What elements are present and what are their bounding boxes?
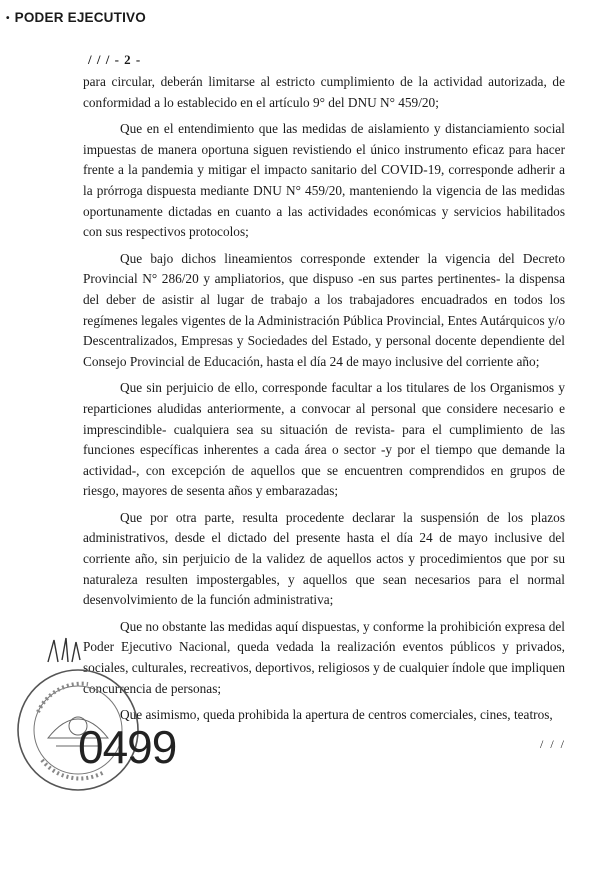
document-body <box>83 72 565 732</box>
paragraph-2: Que en el entendimiento que las medidas de aislamiento y distanciamiento social impuestas de manera oportuna siguen revistiendo el único instrumento eficaz para hacer frente a la pandemia y mitigar el impacto sanitario del COVID-19, corresponde adherir a la prórroga dispuesta mediante DNU N° 459/20, manteniendo la vigencia de las medidas oportunamente dictadas en cuanto a las actividades económicas y servicios habilitados con sus respectivos protocolos; <box>83 121 565 240</box>
signature-icon <box>40 632 120 672</box>
paragraph-1: para circular, deberán limitarse al estricto cumplimiento de la actividad autorizada, de conformidad a lo establecido en el artículo 9° del DNU N° 459/20; <box>83 74 565 110</box>
document-header <box>6 10 146 25</box>
header-title: PODER EJECUTIVO <box>14 10 146 25</box>
paragraph-5: Que por otra parte, resulta procedente declarar la suspensión de los plazos administrativos, desde el dictado del presente hasta el día 24 de mayo inclusive del corriente año, sin perjuicio de la validez de aquellos actos y procedimientos que por su naturaleza resulten impostergables, y aquellos que sean necesarios para el normal desenvolvimiento de la función administrativa; <box>83 509 565 608</box>
paragraph-7: Que asimismo, queda prohibida la apertura de centros comerciales, cines, teatros, <box>120 707 553 723</box>
page-marker: / / / - 2 - <box>88 52 142 67</box>
paragraph-6: Que no obstante las medidas aquí dispuestas, y conforme la prohibición expresa del Poder Ejecutivo Nacional, queda vedada la realización eventos públicos y privados, sociales, culturales, recreativos, deportivos, religiosos y de cualquier índole que impliquen concurrencia de personas; <box>83 618 565 696</box>
header-bullet: • <box>6 13 10 24</box>
paragraph-3: Que bajo dichos lineamientos corresponde extender la vigencia del Decreto Provincial N° 286/20 y ampliatorios, que dispuso -en sus partes pertinentes- la dispensa del deber de asistir al lugar de trabajo a los trabajadores encuadrados en todos los regímenes legales vigentes de la Administración Pública Provincial, Entes Autárquicos y/o Descentralizados, Empresas y Sociedades del Estado, y personal docente dependiente del Consejo Provincial de Educación, hasta el día 24 de mayo inclusive del corriente año; <box>83 250 565 369</box>
paragraph-4: Que sin perjuicio de ello, corresponde facultar a los titulares de los Organismos y reparticiones aludidas anteriormente, a convocar al personal que considere necesario e imprescindible- cualquiera sea su situación de revista- para el cumplimiento de las funciones específicas inherentes a cada área o sector -y por el tiempo que demande la actividad-, con excepción de aquellos que se encuentren comprendidos en grupos de riesgo, mayores de sesenta años y embarazadas; <box>83 380 565 499</box>
stamp-number: 0499 <box>78 721 177 773</box>
continuation-mark: / / / <box>540 737 567 751</box>
